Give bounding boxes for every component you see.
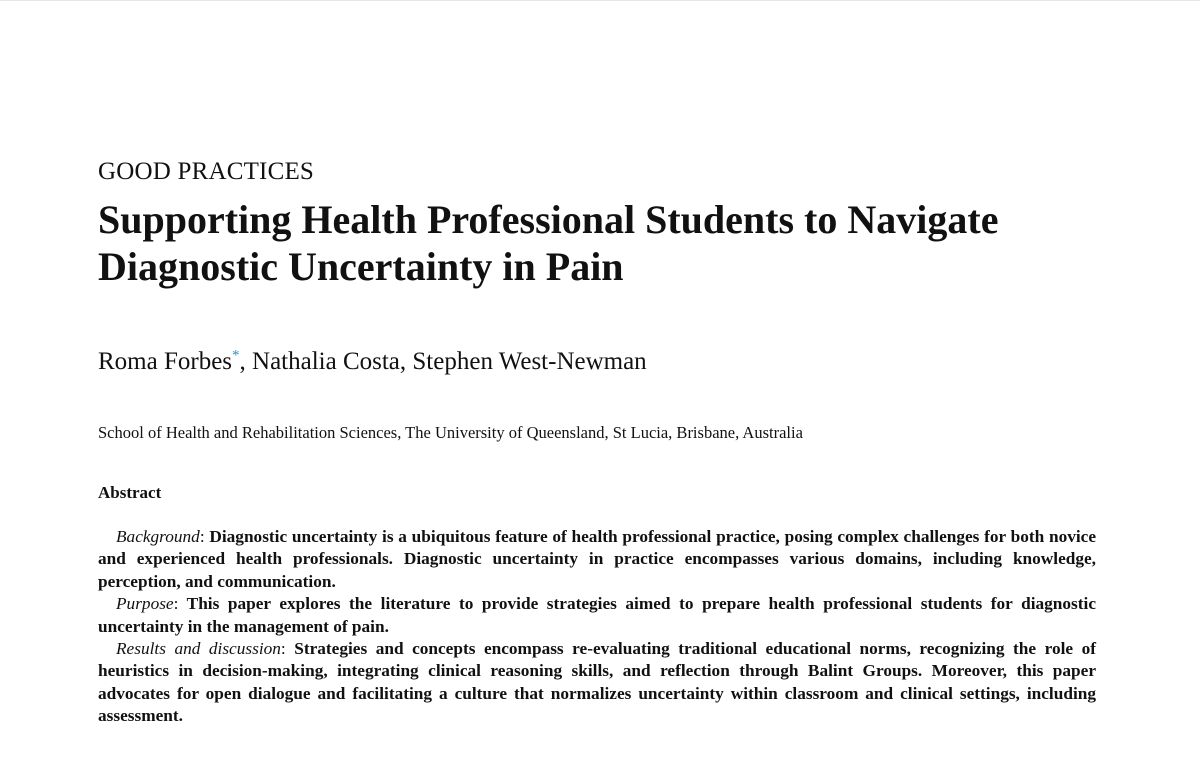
abstract-body xyxy=(98,526,1096,728)
author-name: Roma Forbes xyxy=(98,348,233,375)
abstract-paragraph: Results and discussion: Strategies and concepts encompass re-evaluating traditional educational norms, recognizing the role of heuristics in decision-making, integrating clinical reasoning skills, and reflection through Balint Groups. Moreover, this paper advocates for open dialogue and facilitating a culture that normalizes uncertainty within classroom and clinical settings, including assessment. xyxy=(98,639,1096,726)
abstract-label: Results and discussion xyxy=(116,639,281,659)
author-names-rest: , Nathalia Costa, Stephen West-Newman xyxy=(239,348,647,375)
abstract-paragraph: Purpose: This paper explores the literature to provide strategies aimed to prepare health professional students for diagnostic uncertainty in the management of pain. xyxy=(98,594,1096,636)
title-line: Diagnostic Uncertainty in Pain xyxy=(98,244,624,289)
abstract-text: Strategies and concepts encompass re-evaluating traditional educational norms, recognizing the role of heuristics in decision-making, integrating clinical reasoning skills, and reflection through Balint Groups. Moreover, this paper advocates for open dialogue and facilitating a culture that normalizes uncertainty within classroom and clinical settings, including assessment. xyxy=(98,639,1096,726)
top-divider xyxy=(0,0,1200,1)
abstract-text: This paper explores the literature to provide strategies aimed to prepare health professional students for diagnostic uncertainty in the management of pain. xyxy=(98,594,1096,636)
abstract-label: Purpose xyxy=(116,594,174,614)
paper-title xyxy=(98,196,1108,290)
abstract-paragraph: Background: Diagnostic uncertainty is a ubiquitous feature of health professional practice, posing complex challenges for both novice and experienced health professionals. Diagnostic uncertainty in practice encompasses various domains, including knowledge, perception, and communication. xyxy=(98,527,1096,591)
affiliation: School of Health and Rehabilitation Sciences, The University of Queensland, St Lucia, Brisbane, Australia xyxy=(98,423,803,442)
abstract-text: Diagnostic uncertainty is a ubiquitous feature of health professional practice, posing complex challenges for both novice and experienced health professionals. Diagnostic uncertainty in practice encompasses various domains, including knowledge, perception, and communication. xyxy=(98,527,1096,591)
section-label: GOOD PRACTICES xyxy=(98,158,315,185)
author-list xyxy=(98,348,647,376)
abstract-heading: Abstract xyxy=(98,483,162,502)
corresponding-author-mark[interactable]: * xyxy=(232,347,240,364)
title-line: Supporting Health Professional Students to Navigate xyxy=(98,197,999,242)
abstract-label: Background xyxy=(116,527,200,546)
